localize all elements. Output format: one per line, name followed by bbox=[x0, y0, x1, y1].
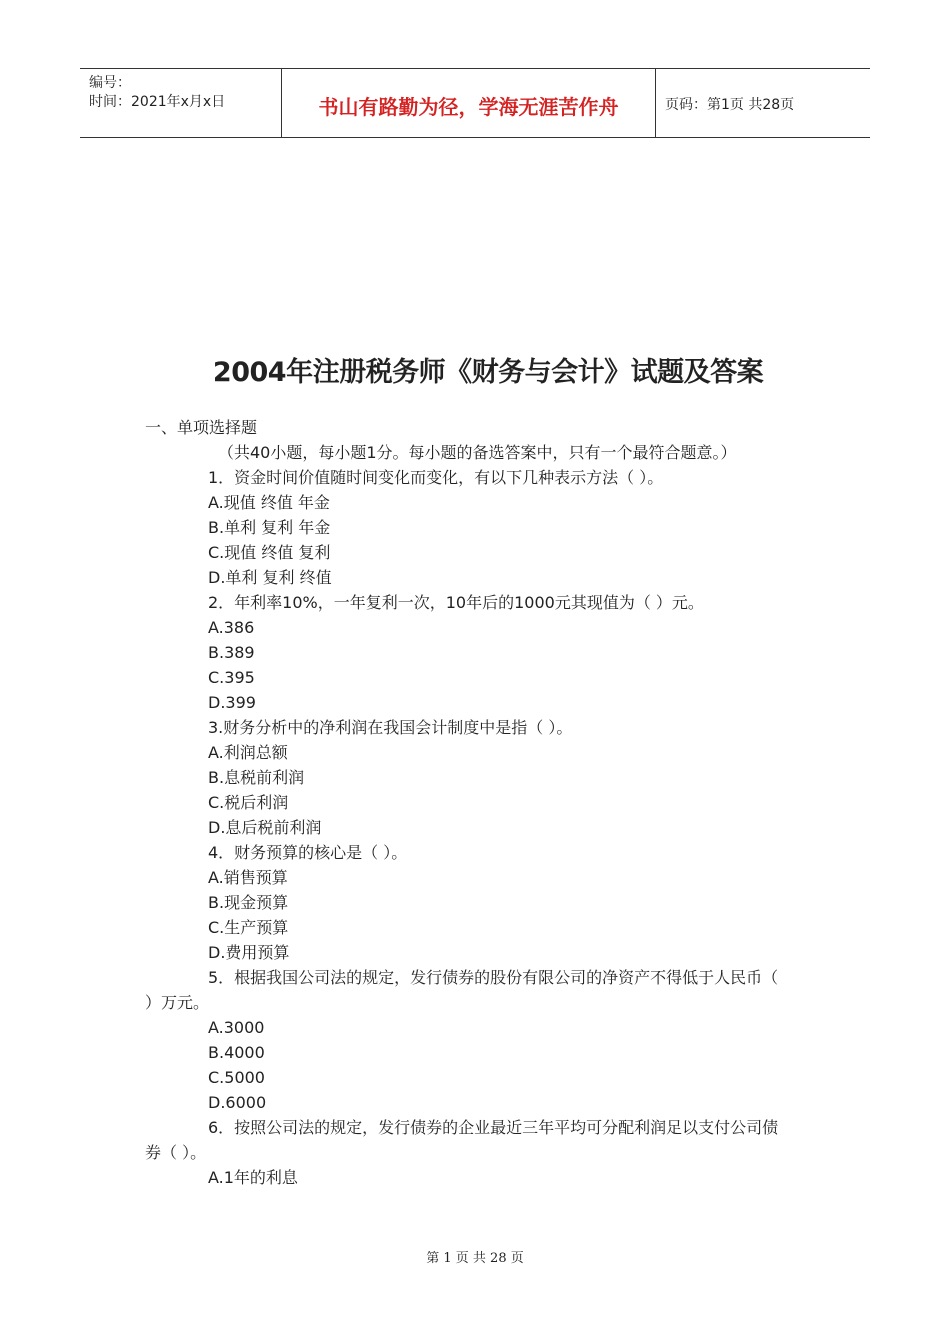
question-5: 5．根据我国公司法的规定，发行债券的股份有限公司的净资产不得低于人民币（ bbox=[208, 968, 779, 987]
question-2-option-d: D.399 bbox=[208, 693, 256, 712]
header-left-cell bbox=[80, 69, 281, 137]
question-3-option-d: D.息后税前利润 bbox=[208, 818, 322, 837]
motto: 书山有路勤为径，学海无涯苦作舟 bbox=[318, 95, 619, 119]
question-2-option-a: A.386 bbox=[208, 618, 255, 637]
question-1-option-c: C.现值 终值 复利 bbox=[208, 543, 331, 562]
question-2-option-b: B.389 bbox=[208, 643, 255, 662]
page-info: 页码：第1页 共28页 bbox=[665, 97, 795, 113]
question-6: 6．按照公司法的规定，发行债券的企业最近三年平均可分配利润足以支付公司债 bbox=[208, 1118, 779, 1137]
question-4: 4．财务预算的核心是（ ）。 bbox=[208, 843, 408, 862]
question-3-option-c: C.税后利润 bbox=[208, 793, 289, 812]
question-1: 1．资金时间价值随时间变化而变化，有以下几种表示方法（ ）。 bbox=[208, 468, 664, 487]
section-heading: 一、单项选择题 bbox=[145, 418, 258, 437]
question-5-option-b: B.4000 bbox=[208, 1043, 265, 1062]
page-footer: 第 1 页 共 28 页 bbox=[426, 1251, 524, 1266]
question-5-option-d: D.6000 bbox=[208, 1093, 267, 1112]
question-3: 3.财务分析中的净利润在我国会计制度中是指（ ）。 bbox=[208, 718, 573, 737]
question-3-option-b: B.息税前利润 bbox=[208, 768, 305, 787]
document-title: 2004年注册税务师《财务与会计》试题及答案 bbox=[212, 357, 764, 388]
question-4-option-a: A.销售预算 bbox=[208, 868, 288, 887]
question-3-option-a: A.利润总额 bbox=[208, 743, 288, 762]
question-5-option-a: A.3000 bbox=[208, 1018, 265, 1037]
header-page-cell bbox=[655, 69, 870, 137]
question-4-option-b: B.现金预算 bbox=[208, 893, 289, 912]
question-5-continuation: ）万元。 bbox=[145, 993, 210, 1012]
question-5-option-c: C.5000 bbox=[208, 1068, 265, 1087]
number-label: 编号： bbox=[89, 75, 131, 91]
question-2-option-c: C.395 bbox=[208, 668, 255, 687]
question-6-continuation: 券（ ）。 bbox=[145, 1143, 207, 1162]
header-motto-cell bbox=[281, 69, 656, 137]
question-1-option-a: A.现值 终值 年金 bbox=[208, 493, 330, 512]
question-4-option-c: C.生产预算 bbox=[208, 918, 289, 937]
section-instructions: （共40小题，每小题1分。每小题的备选答案中，只有一个最符合题意。） bbox=[218, 443, 737, 462]
question-1-option-b: B.单利 复利 年金 bbox=[208, 518, 331, 537]
header-table bbox=[80, 68, 870, 138]
question-4-option-d: D.费用预算 bbox=[208, 943, 290, 962]
question-2: 2．年利率10%，一年复利一次，10年后的1000元其现值为（ ）元。 bbox=[208, 593, 704, 612]
question-6-option-a: A.1年的利息 bbox=[208, 1168, 298, 1187]
question-1-option-d: D.单利 复利 终值 bbox=[208, 568, 332, 587]
time-label: 时间：2021年x月x日 bbox=[89, 94, 226, 110]
